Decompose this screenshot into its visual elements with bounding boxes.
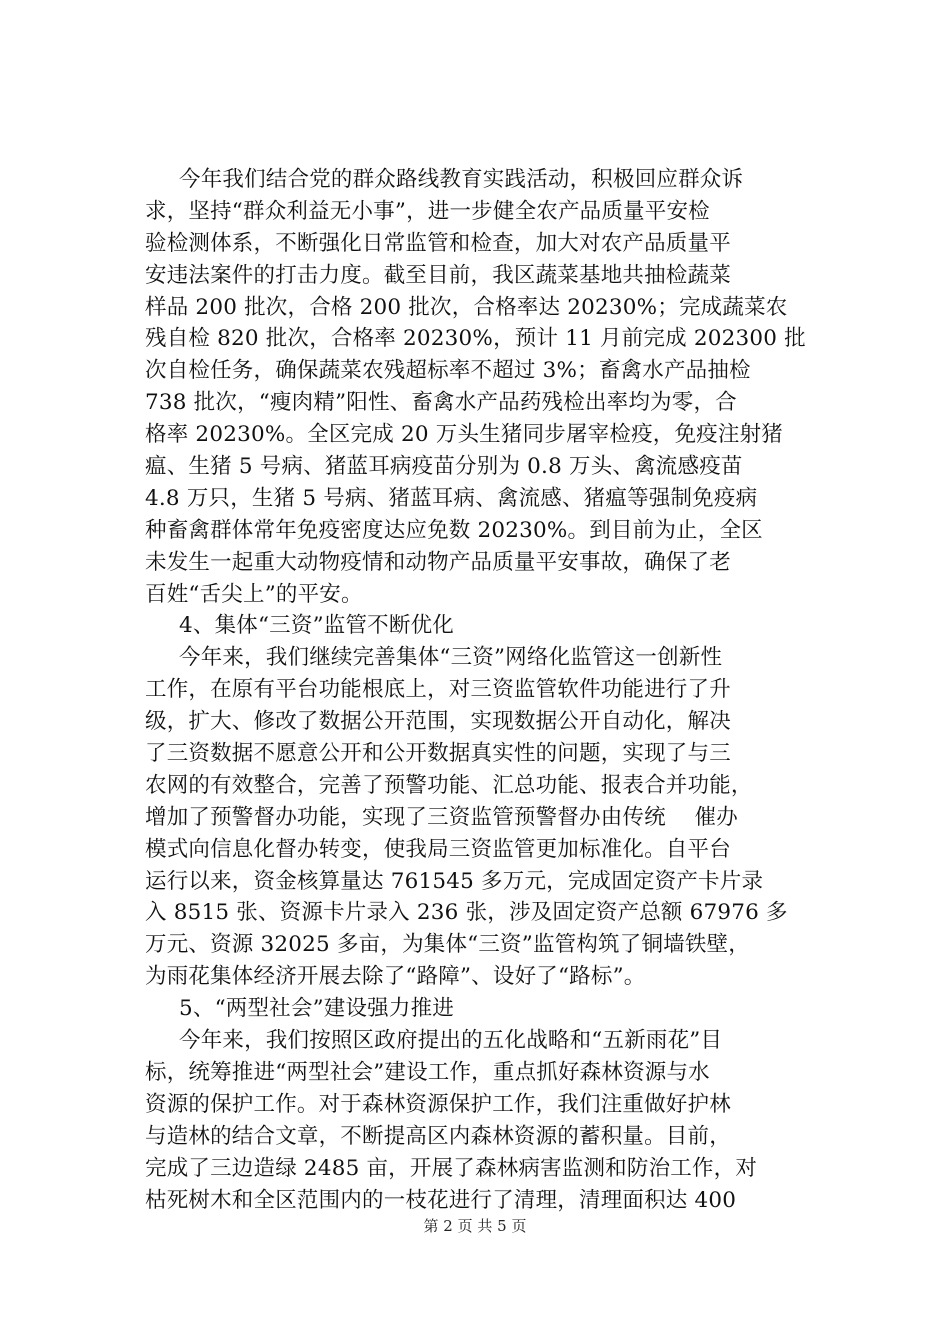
section-5-paragraph-line: 资源的保护工作。对于森林资源保护工作，我们注重做好护林: [145, 1091, 731, 1117]
paragraph-3-line: 样品 200 批次，合格 200 批次，合格率达 20230%；完成蔬菜农: [145, 294, 788, 320]
section-5-paragraph-line: 完成了三边造绿 2485 亩，开展了森林病害监测和防治工作，对: [145, 1155, 758, 1181]
section-4-paragraph-line: 了三资数据不愿意公开和公开数据真实性的问题，实现了与三: [145, 741, 731, 767]
section-5-paragraph-line: 今年来，我们按照区政府提出的五化战略和“五新雨花”目: [179, 1028, 723, 1054]
section-4-paragraph-line: 运行以来，资金核算量达 761545 多万元，完成固定资产卡片录: [145, 868, 764, 894]
section-4-paragraph-line: 工作，在原有平台功能根底上，对三资监管软件功能进行了升: [145, 677, 731, 703]
paragraph-3-line: 今年我们结合党的群众路线教育实践活动，积极回应群众诉: [179, 167, 744, 192]
document-body: [145, 164, 815, 1216]
section-4-heading: 4、集体“三资”监管不断优化: [179, 613, 454, 639]
paragraph-3-line: 瘟、生猪 5 号病、猪蓝耳病疫苗分别为 0.8 万头、禽流感疫苗: [145, 454, 743, 480]
page-footer: 第 2 页 共 5 页: [423, 1217, 527, 1235]
section-4-paragraph-line: 为雨花集体经济开展去除了“路障”、设好了“路标”。: [145, 964, 646, 990]
section-4-paragraph-line: 今年来，我们继续完善集体“三资”网络化监管这一创新性: [179, 645, 723, 671]
paragraph-3-line: 安违法案件的打击力度。截至目前，我区蔬菜基地共抽检蔬菜: [145, 262, 731, 288]
paragraph-3-line: 种畜禽群体常年免疫密度达应免数 20230%。到目前为止，全区: [145, 517, 763, 543]
paragraph-3-line: 738 批次，“瘦肉精”阳性、畜禽水产品药残检出率均为零，合: [145, 390, 737, 416]
section-5-paragraph-line: 与造林的结合文章，不断提高区内森林资源的蓄积量。目前，: [145, 1123, 731, 1149]
paragraph-3-line: 验检测体系，不断强化日常监管和检查，加大对农产品质量平: [145, 230, 731, 256]
paragraph-3-line: 次自检任务，确保蔬菜农残超标率不超过 3%；畜禽水产品抽检: [145, 358, 751, 384]
paragraph-3-line: 未发生一起重大动物疫情和动物产品质量平安事故，确保了老: [145, 549, 731, 575]
section-4-paragraph-line: 模式向信息化督办转变，使我局三资监管更加标准化。自平台: [145, 836, 731, 862]
paragraph-3-line: 残自检 820 批次，合格率 20230%，预计 11 月前完成 202300 批: [145, 326, 806, 352]
section-4-paragraph-line: 级，扩大、修改了数据公开范围，实现数据公开自动化，解决: [145, 709, 731, 735]
paragraph-3-line: 格率 20230%。全区完成 20 万头生猪同步屠宰检疫，免疫注射猪: [145, 422, 783, 448]
section-4-paragraph-line: 农网的有效整合，完善了预警功能、汇总功能、报表合并功能，: [145, 772, 753, 798]
section-4-paragraph-line: 万元、资源 32025 多亩，为集体“三资”监管构筑了铜墙铁壁，: [145, 932, 750, 958]
paragraph-3-line: 4.8 万只，生猪 5 号病、猪蓝耳病、禽流感、猪瘟等强制免疫病: [145, 485, 758, 511]
section-4-paragraph-line: 入 8515 张、资源卡片录入 236 张，涉及固定资产总额 67976 多: [145, 900, 788, 926]
section-4-paragraph-line: 增加了预警督办功能，实现了三资监管预警督办由传统 催办: [145, 804, 738, 830]
section-5-paragraph-line: 枯死树木和全区范围内的一枝花进行了清理，清理面积达 400: [145, 1187, 737, 1213]
section-5-paragraph-line: 标，统筹推进“两型社会”建设工作，重点抓好森林资源与水: [145, 1059, 710, 1085]
paragraph-3-line: 百姓“舌尖上”的平安。: [145, 581, 363, 607]
paragraph-3-line: 求，坚持“群众利益无小事”，进一步健全农产品质量平安检: [145, 198, 710, 224]
section-5-heading: 5、“两型社会”建设强力推进: [179, 996, 454, 1022]
